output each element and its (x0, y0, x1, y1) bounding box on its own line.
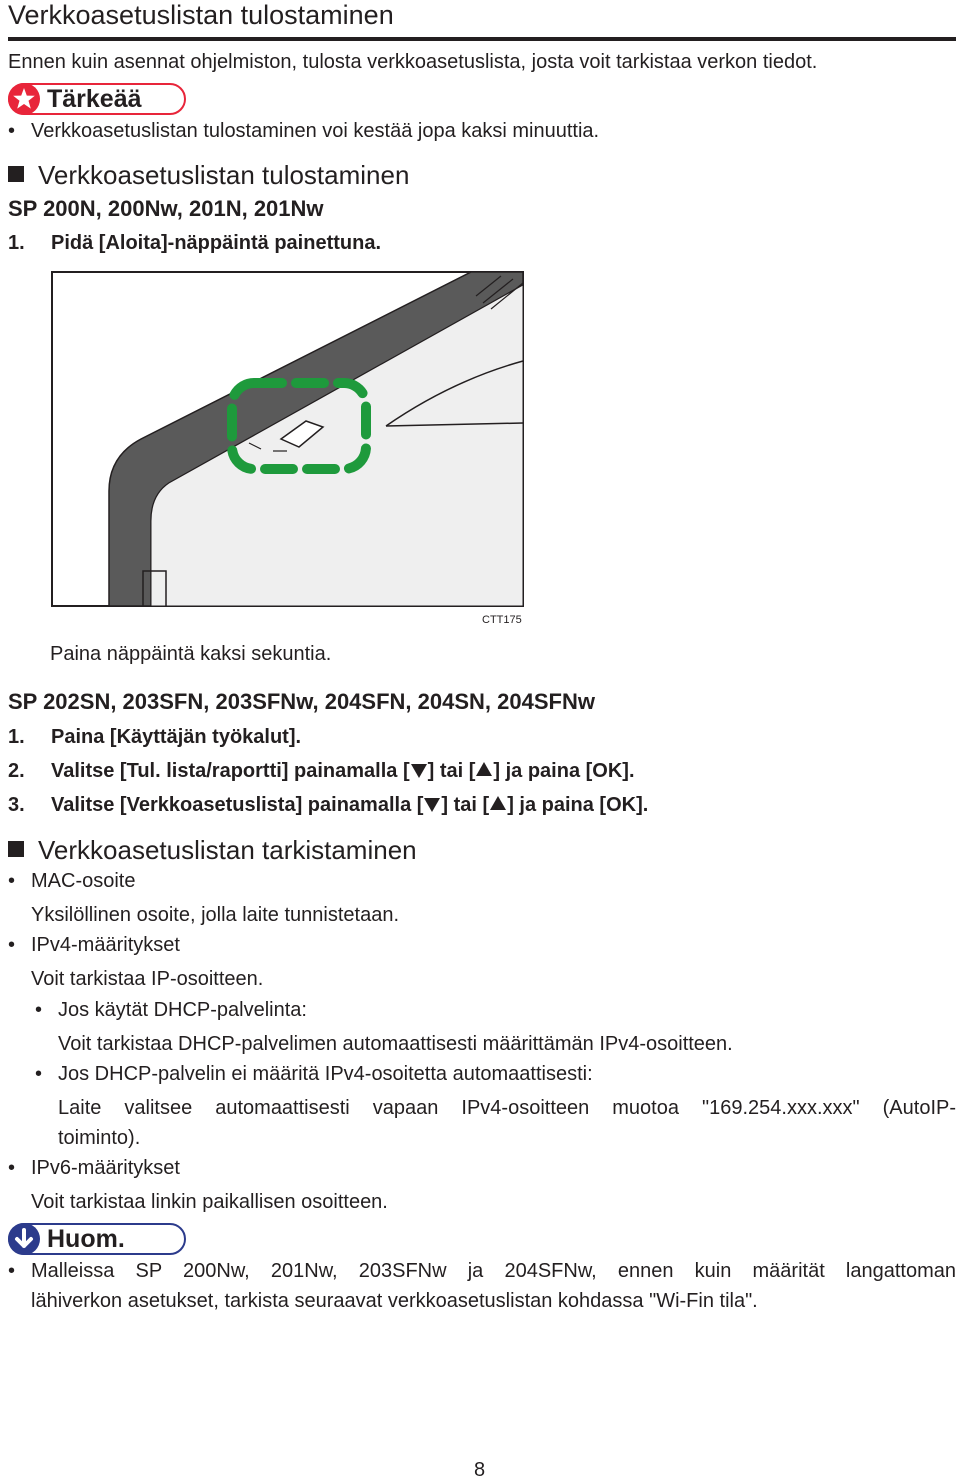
important-item-text: Verkkoasetuslistan tulostaminen voi kestää jopa kaksi minuuttia. (31, 120, 600, 142)
step-1 (8, 231, 381, 255)
note-item (8, 1259, 956, 1283)
triangle-up-icon (490, 796, 506, 810)
note-line1: Malleissa SP 200Nw, 201Nw, 203SFNw ja 204SFNw, ennen kuin määrität langattoman (31, 1260, 956, 1282)
note-line2: lähiverkon asetukset, tarkista seuraavat verkkoasetuslistan kohdassa "Wi-Fin tila". (31, 1290, 758, 1312)
list-item-desc: Yksilöllinen osoite, jolla laite tunnistetaan. (31, 904, 399, 926)
title-rule (8, 37, 956, 41)
section-heading-check (8, 835, 417, 865)
step-text-pre: Valitse [Verkkoasetuslista] painamalla [ (51, 794, 424, 816)
step-number: 1. (8, 232, 25, 254)
sub-list-item-label: Jos DHCP-palvelin ei määritä IPv4-osoitetta automaattisesti: (58, 1063, 593, 1085)
list-item-desc: Voit tarkistaa IP-osoitteen. (31, 968, 264, 990)
star-icon (8, 83, 40, 115)
step-text-mid: ] tai [ (427, 760, 476, 782)
sub-list-item (35, 1062, 593, 1086)
down-arrow-icon (8, 1223, 40, 1255)
list-item (8, 869, 135, 893)
list-item (8, 1156, 180, 1180)
step-text: Pidä [Aloita]-näppäintä painettuna. (51, 232, 382, 254)
section-heading-print-text: Verkkoasetuslistan tulostaminen (38, 160, 410, 190)
triangle-down-icon (411, 764, 427, 778)
square-bullet-icon (8, 841, 24, 857)
sub-list-item-desc-line2: toiminto). (58, 1127, 141, 1149)
list-item (8, 933, 180, 957)
section-heading-print (8, 160, 409, 190)
step-2-1 (8, 725, 301, 749)
printer-illustration (51, 271, 524, 607)
figure-code: CTT175 (482, 614, 522, 626)
step-text-pre: Valitse [Tul. lista/raportti] painamalla [ (51, 760, 410, 782)
bullet: • (8, 870, 16, 892)
bullet: • (8, 1157, 16, 1179)
bullet: • (8, 120, 16, 142)
important-label: Tärkeää (47, 85, 142, 113)
important-badge (8, 83, 186, 115)
step-text-post: ] ja paina [OK]. (507, 794, 649, 816)
list-item-desc: Voit tarkistaa linkin paikallisen osoitteen. (31, 1191, 388, 1213)
list-item-label: IPv6-määritykset (31, 1157, 180, 1179)
step-2-3 (8, 793, 648, 817)
important-item (8, 119, 599, 143)
bullet: • (8, 934, 16, 956)
triangle-up-icon (476, 762, 492, 776)
sub-list-item-desc-line1: Laite valitsee automaattisesti vapaan IPv4-osoitteen muotoa "169.254.xxx.xxx" (AutoIP- (58, 1097, 956, 1119)
list-item-label: MAC-osoite (31, 870, 136, 892)
step-text: Paina [Käyttäjän työkalut]. (51, 726, 302, 748)
section-heading-check-text: Verkkoasetuslistan tarkistaminen (38, 835, 417, 865)
bullet: • (8, 1260, 16, 1282)
triangle-down-icon (424, 798, 440, 812)
step-number: 1. (8, 726, 25, 748)
intro-text: Ennen kuin asennat ohjelmiston, tulosta verkkoasetuslista, josta voit tarkistaa verkon tiedot. (8, 51, 818, 73)
model-group-2: SP 202SN, 203SFN, 203SFNw, 204SFN, 204SN, 204SFNw (8, 689, 595, 714)
page-title: Verkkoasetuslistan tulostaminen (8, 0, 394, 30)
bullet: • (35, 1063, 43, 1085)
step-number: 3. (8, 794, 25, 816)
model-group-1: SP 200N, 200Nw, 201N, 201Nw (8, 196, 324, 221)
page-number: 8 (474, 1459, 486, 1481)
note-badge (8, 1223, 186, 1255)
step-2-2 (8, 759, 635, 783)
step-text-mid: ] tai [ (441, 794, 490, 816)
sub-list-item-desc: Voit tarkistaa DHCP-palvelimen automaattisesti määrittämän IPv4-osoitteen. (58, 1033, 733, 1055)
sub-list-item (35, 998, 307, 1022)
figure-caption: Paina näppäintä kaksi sekuntia. (50, 643, 332, 665)
step-text-post: ] ja paina [OK]. (493, 760, 635, 782)
square-bullet-icon (8, 166, 24, 182)
note-label: Huom. (47, 1225, 125, 1253)
sub-list-item-label: Jos käytät DHCP-palvelinta: (58, 999, 307, 1021)
bullet: • (35, 999, 43, 1021)
step-number: 2. (8, 760, 25, 782)
list-item-label: IPv4-määritykset (31, 934, 180, 956)
